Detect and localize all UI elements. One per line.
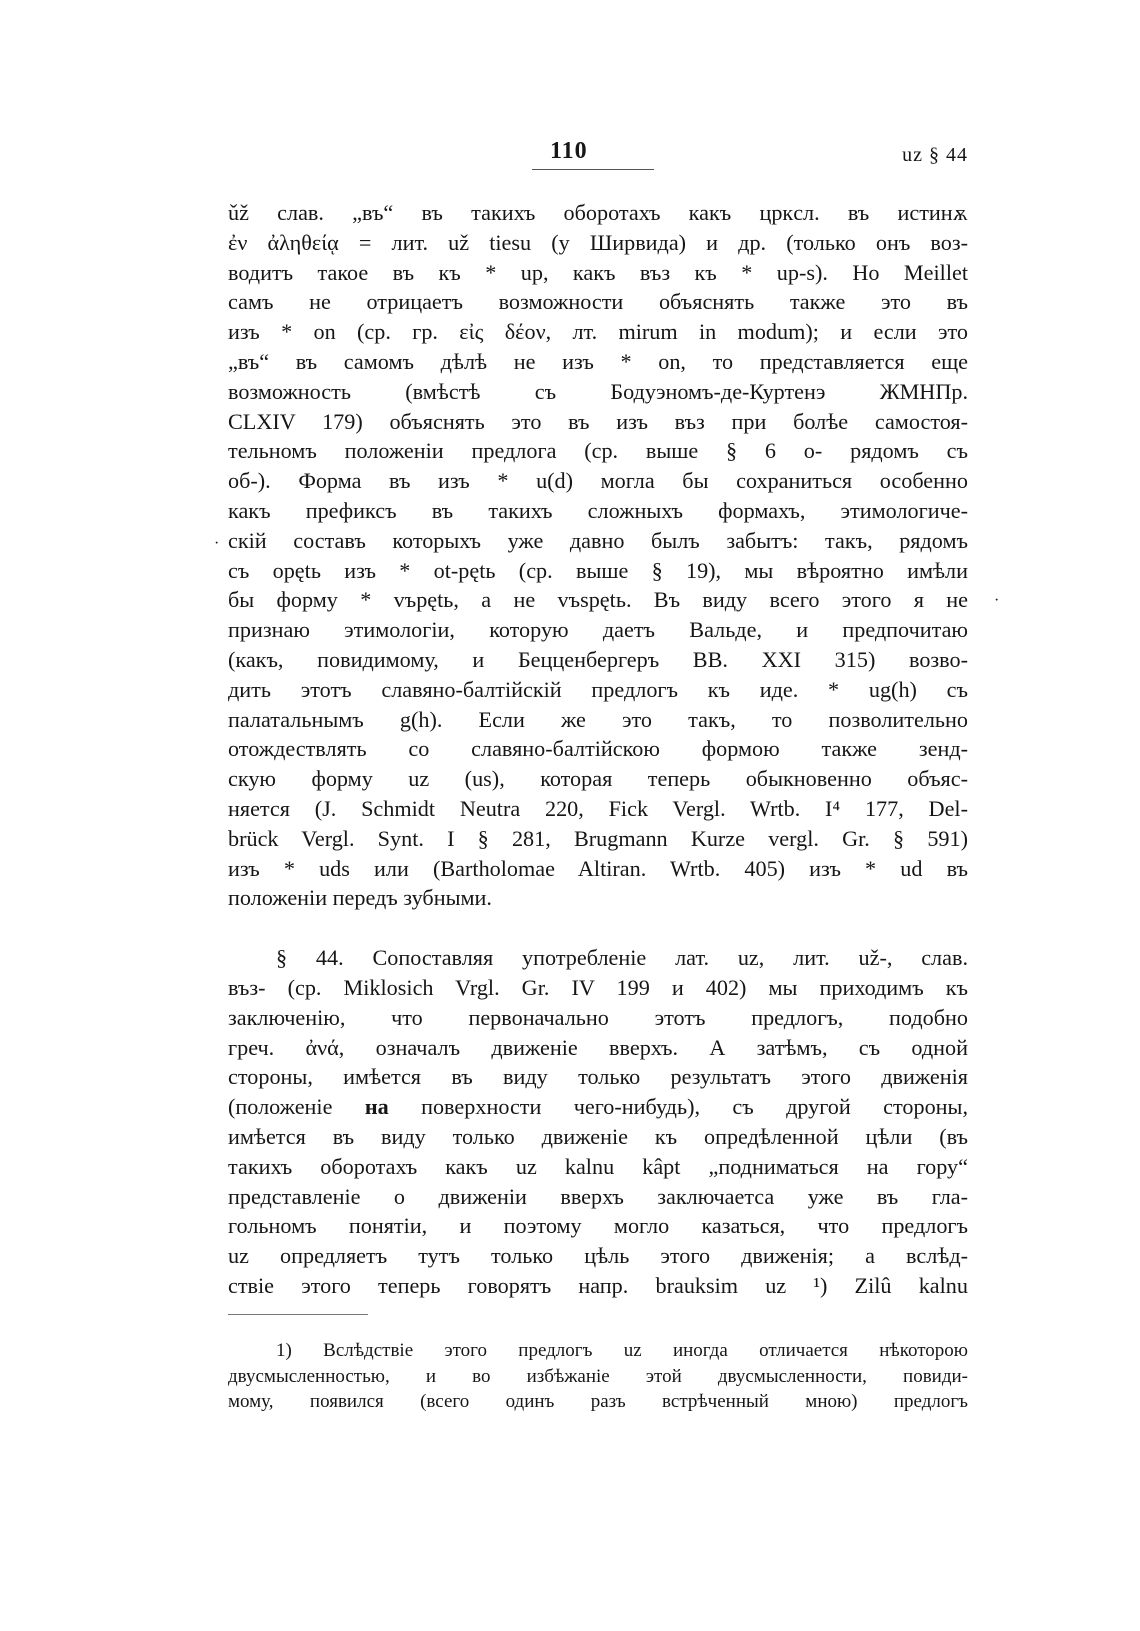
text-line: имѣется въ виду только движенiе къ опредѣленной цѣли (въ	[228, 1123, 968, 1149]
header-rule	[532, 169, 654, 170]
footnote-line: 1) Вслѣдствiе этого предлогъ uz иногда отличается нѣкоторою	[276, 1340, 968, 1361]
text-line: съ opętь изъ * ot-pętь (ср. выше § 19), мы вѣроятно имѣли	[228, 557, 968, 583]
text-line: скую форму uz (us), которая теперь обыкновенно объяс-	[228, 766, 968, 792]
footnote-line: мому, появился (всего одинъ разъ встрѣченный мною) предлогъ	[228, 1391, 968, 1412]
text-line: палатальнымъ g(h). Если же это такъ, то позволительно	[228, 706, 968, 732]
text-line: греч. ἀνά, означалъ движенiе вверхъ. А затѣмъ, съ одной	[228, 1034, 968, 1060]
text-line: такихъ оборотахъ какъ uz kalnu kâpt „подниматься на гору“	[228, 1153, 968, 1179]
text-line: brück Vergl. Synt. I § 281, Brugmann Kurze vergl. Gr. § 591)	[228, 825, 968, 851]
text-line: скiй составъ которыхъ уже давно былъ забытъ: такъ, рядомъ	[228, 527, 968, 553]
body-text	[228, 198, 968, 1301]
text-line: об-). Форма въ изъ * u(d) могла бы сохраниться особенно	[228, 468, 968, 494]
text-fragment: поверхности чего-нибудь), съ другой стороны,	[421, 1094, 969, 1120]
text-line: отождествлять со славяно-балтiйскою формою также зенд-	[228, 736, 968, 762]
footnotes	[228, 1338, 968, 1415]
text-line: положенiи передъ зубными.	[228, 885, 492, 911]
page-header	[228, 138, 968, 178]
footnote-line: двусмысленностью, и во избѣжанiе этой двусмысленности, повиди-	[228, 1365, 968, 1387]
text-line: изъ * uds или (Bartholomae Altiran. Wrtb. 405) изъ * ud въ	[228, 855, 968, 881]
section-reference: uz § 44	[902, 144, 968, 166]
bold-emphasis: на	[364, 1094, 389, 1120]
text-line-with-emphasis	[228, 1092, 968, 1122]
text-line: ствiе этого теперь говорятъ напр. brauksim uz ¹) Zilû kalnu	[228, 1272, 968, 1298]
text-line: бы форму * vъpętь, а не vъspętь. Въ виду всего этого я не	[228, 587, 968, 613]
text-line: дить этотъ славяно-балтiйскiй предлогъ къ иде. * ug(h) съ	[228, 676, 968, 702]
text-line: возможность (вмѣстѣ съ Бодуэномъ-де-Куртенэ ЖМНПр.	[228, 378, 968, 404]
text-line: ǔž слав. „въ“ въ такихъ оборотахъ какъ цркcл. въ истинѫ	[228, 200, 968, 225]
paragraph-gap	[228, 913, 968, 943]
footnote-rule	[228, 1314, 368, 1315]
text-line: (какъ, повидимому, и Бецценбергеръ BB. XXI 315) возво-	[228, 646, 968, 672]
text-line: uz опредляетъ тутъ только цѣль этого движенiя; а вслѣд-	[228, 1243, 968, 1269]
text-line: представленiе о движенiи вверхъ заключаетса уже въ гла-	[228, 1183, 968, 1209]
text-line: заключенiю, что первоначально этотъ предлогъ, подобно	[228, 1004, 968, 1030]
margin-mark: ·	[994, 592, 1000, 609]
text-line: стороны, имѣется въ виду только результатъ этого движенiя	[228, 1064, 968, 1090]
text-line: признаю этимологiи, которую даетъ Вальде, и предпочитаю	[228, 617, 968, 643]
text-line: CLXIV 179) объяснять это въ изъ въз при болѣе самостоя-	[228, 408, 968, 434]
text-line: тельномъ положенiи предлога (ср. выше § 6 о- рядомъ съ	[228, 438, 968, 464]
text-line: гольномъ понятiи, и поэтому могло казаться, что предлогъ	[228, 1213, 968, 1239]
text-line: самъ не отрицаетъ возможности объяснять также это въ	[228, 289, 968, 315]
text-line: въз- (ср. Miklosich Vrgl. Gr. IV 199 и 402) мы приходимъ къ	[228, 974, 968, 1000]
margin-mark: ·	[214, 535, 220, 552]
text-line: какъ префиксъ въ такихъ сложныхъ формахъ, этимологиче-	[228, 497, 968, 523]
section-heading-line: § 44. Сопоставляя употребленiе лат. uz, лит. už-, слав.	[276, 945, 968, 971]
text-fragment: (положенiе	[228, 1094, 333, 1120]
text-line: „въ“ въ самомъ дѣлѣ не изъ * on, то представляется еще	[228, 348, 968, 374]
text-line: ἐν ἀληθείᾳ = лит. už tiesu (у Ширвида) и др. (только онъ воз-	[228, 229, 968, 255]
page-number: 110	[550, 138, 588, 164]
text-line: изъ * on (ср. гр. εἰς δέον, лт. mirum in modum); и если это	[228, 319, 968, 345]
text-line: водитъ такое въ къ * up, какъ въз къ * up-s). Но Meillet	[228, 259, 968, 285]
text-line: няется (J. Schmidt Neutra 220, Fick Vergl. Wrtb. I⁴ 177, Del-	[228, 795, 968, 821]
